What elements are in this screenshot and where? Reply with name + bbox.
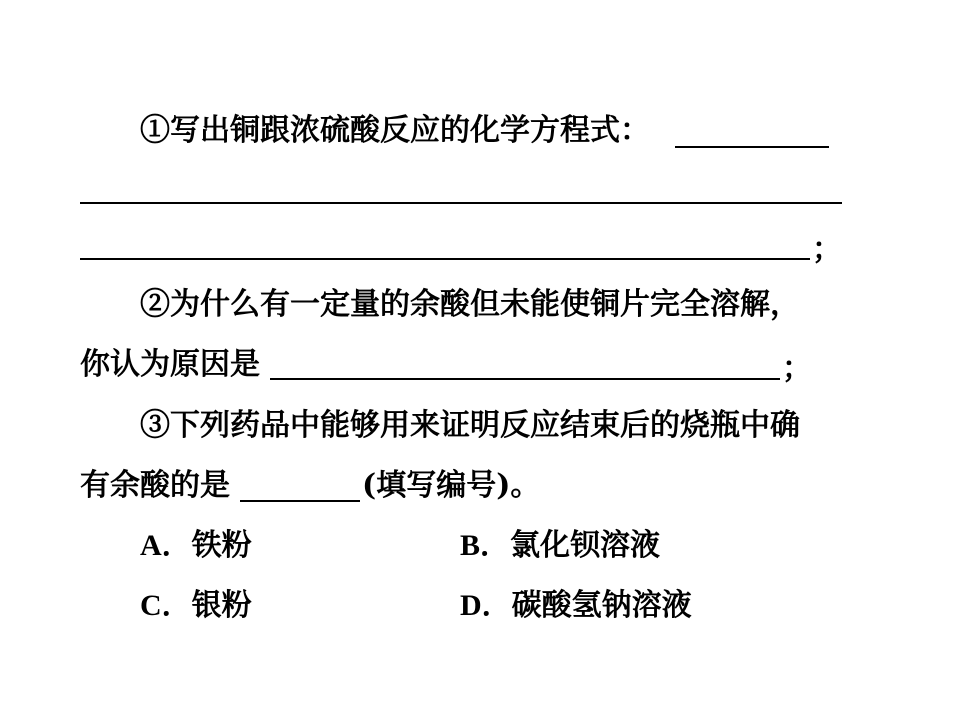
part1-end: ； [812,232,842,267]
answer-blank-3[interactable] [240,500,360,502]
answer-blank-2[interactable] [270,378,780,380]
answer-blank-1b[interactable] [80,202,842,204]
part3-prompt-line1: ③下列药品中能够用来证明反应结束后的烧瓶中确 [140,408,800,443]
option-c-text: 银粉 [191,588,252,623]
part2-prompt-line1: ②为什么有一定量的余酸但未能使铜片完全溶解， [140,287,800,322]
part3-prompt-line2: 有余酸的是 [80,468,230,503]
option-d-text: 碳酸氢钠溶液 [511,588,692,623]
option-c [140,588,252,624]
option-a [140,528,252,564]
option-c-letter: C． [140,589,192,622]
part3-end: (填写编号)。 [362,468,541,503]
option-b-letter: B． [460,529,511,562]
answer-blank-1c[interactable] [80,258,810,260]
part1-prompt: ①写出铜跟浓硫酸反应的化学方程式： [140,113,650,148]
option-a-text: 铁粉 [191,528,252,563]
option-a-letter: A． [140,529,192,562]
part2-prompt-line2: 你认为原因是 [80,347,260,382]
option-b-text: 氯化钡溶液 [510,528,661,563]
option-b [460,528,660,564]
part2-end: ； [782,351,812,386]
option-d-letter: D． [460,589,512,622]
option-d [460,588,692,624]
answer-blank-1a[interactable] [675,146,829,148]
